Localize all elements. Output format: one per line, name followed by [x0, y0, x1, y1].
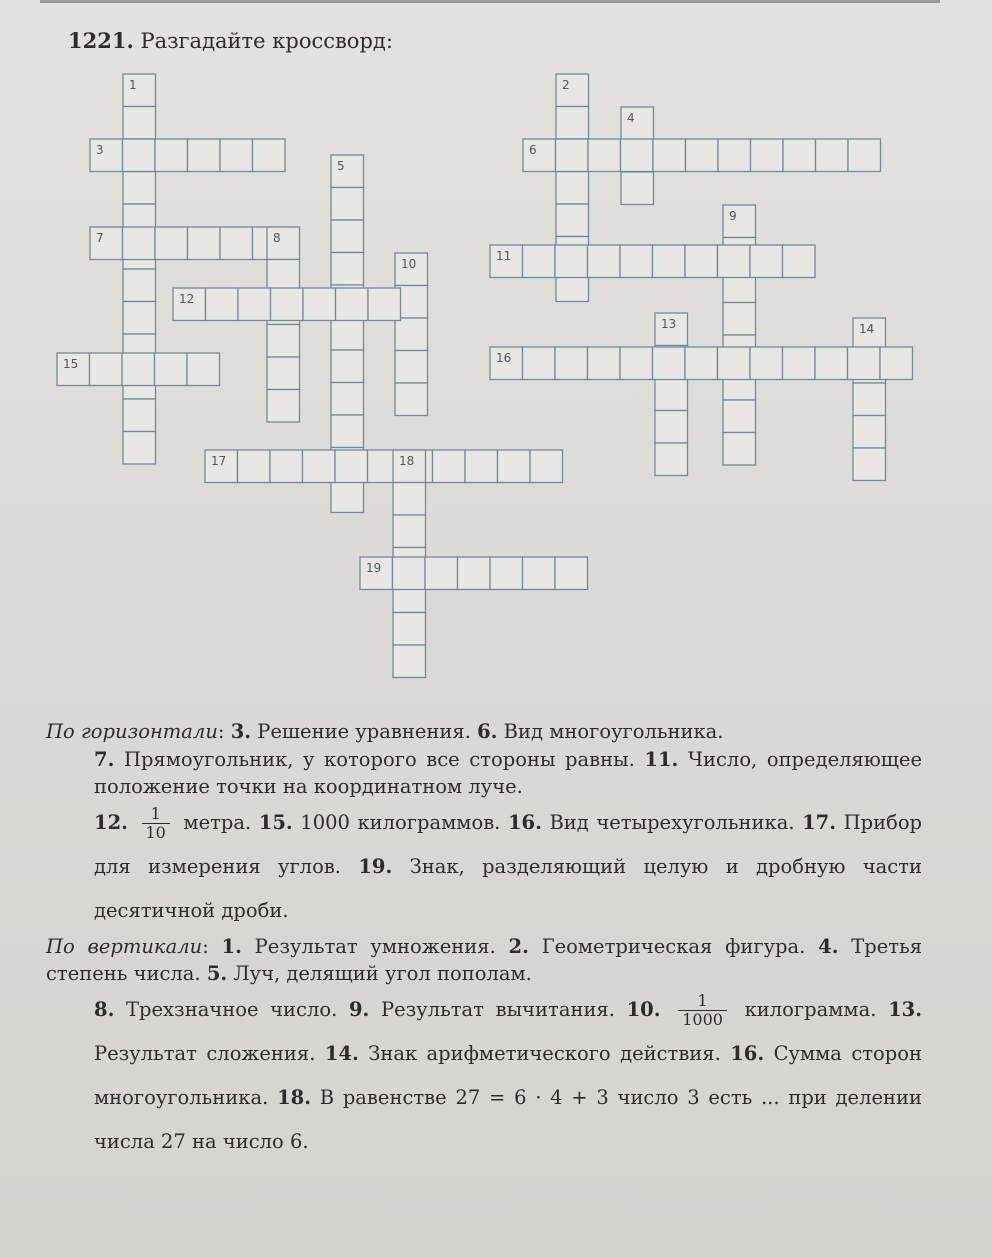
crossword-number-12: 12 [179, 292, 195, 306]
crossword-cell-8-1 [267, 227, 300, 260]
clue-num-v1: 1. [221, 934, 242, 958]
crossword-cell-3-5 [220, 139, 253, 172]
crossword-number-6: 6 [529, 143, 537, 157]
crossword-cell-7-2 [123, 227, 156, 260]
crossword-cell-15-5 [187, 353, 220, 386]
crossword-cell-11-7 [685, 245, 718, 278]
clue-v10: килограмма. [744, 997, 877, 1021]
crossword-cell-16-12 [848, 347, 881, 380]
crossword-cell-9-7 [723, 400, 756, 433]
crossword-cell-3-1 [90, 139, 123, 172]
crossword-cell-17-8 [433, 450, 466, 483]
crossword-cell-11-6 [653, 245, 686, 278]
clue-num-v10: 10. [626, 997, 661, 1021]
crossword-cell-6-5 [653, 139, 686, 172]
crossword-cell-11-8 [718, 245, 751, 278]
crossword-cell-15-4 [155, 353, 188, 386]
clue-h19: Знак, разделяющий целую и дробную части десятичной дроби. [94, 854, 922, 922]
fraction-one-tenth [142, 805, 170, 842]
crossword-cell-19-3 [425, 557, 458, 590]
clue-num-v16: 16. [730, 1041, 765, 1065]
crossword-cell-2-2 [556, 107, 589, 140]
crossword-cell-11-2 [523, 245, 556, 278]
crossword-cell-17-5 [335, 450, 368, 483]
clue-v14: Знак арифметического действия. [368, 1041, 721, 1065]
frac-denominator: 1000 [682, 1009, 723, 1029]
clue-num-h12: 12. [94, 810, 128, 834]
crossword-cell-6-7 [718, 139, 751, 172]
crossword-cell-12-4 [271, 288, 304, 321]
clue-num-h17: 17. [802, 810, 837, 834]
crossword-cell-17-3 [270, 450, 303, 483]
crossword-cell-5-11 [331, 480, 364, 513]
crossword-cell-2-1 [556, 74, 589, 107]
crossword-cell-11-9 [750, 245, 783, 278]
crossword-cell-14-3 [853, 383, 886, 416]
crossword-number-2: 2 [562, 78, 570, 92]
crossword-cell-16-5 [620, 347, 653, 380]
crossword-cell-6-6 [686, 139, 719, 172]
crossword-cell-6-4 [621, 139, 654, 172]
crossword-cell-10-3 [395, 318, 428, 351]
crossword-cell-16-7 [685, 347, 718, 380]
crossword-cell-8-6 [267, 390, 300, 423]
clue-num-h7: 7. [94, 747, 115, 771]
vertical-clues: По вертикали: 1. Результат умножения. 2. Геометрическая фигура. 4. Третья степень числа. 5. Луч, делящий угол пополам. [46, 934, 923, 985]
crossword-cell-19-2 [393, 557, 426, 590]
clue-h16: Вид четырехугольника. [549, 810, 795, 834]
crossword-cell-8-4 [267, 325, 300, 358]
crossword-cell-7-1 [90, 227, 123, 260]
crossword-cell-19-4 [458, 557, 491, 590]
crossword-cell-1-4 [123, 172, 156, 205]
crossword-cell-7-3 [155, 227, 188, 260]
clue-num-v18: 18. [277, 1085, 311, 1109]
clue-h17: Прибор для измерения углов. [94, 810, 923, 878]
crossword-cell-17-2 [238, 450, 271, 483]
frac-numerator: 1 [142, 805, 170, 824]
clue-h3: Решение уравнения. [257, 720, 471, 743]
crossword-cell-2-4 [556, 172, 589, 205]
crossword-number-3: 3 [96, 143, 104, 157]
crossword-number-17: 17 [211, 454, 227, 468]
crossword-cell-1-7 [123, 269, 156, 302]
crossword-cell-5-2 [331, 188, 364, 221]
clue-num-v5: 5. [206, 962, 228, 985]
crossword-cell-12-3 [238, 288, 271, 321]
crossword-cell-14-4 [853, 416, 886, 449]
crossword-cell-17-9 [465, 450, 498, 483]
clue-num-h19: 19. [358, 854, 393, 878]
crossword-cell-13-4 [655, 411, 688, 444]
crossword-cell-6-1 [523, 139, 556, 172]
crossword-cell-14-5 [853, 448, 886, 481]
crossword-cell-17-10 [498, 450, 531, 483]
crossword-cell-13-3 [655, 378, 688, 411]
crossword-number-14: 14 [859, 322, 875, 336]
clue-v16: Сумма сторон многоугольника. [94, 1041, 923, 1109]
clue-num-h3: 3. [230, 720, 252, 743]
crossword-cell-6-8 [751, 139, 784, 172]
vertical-clues-cont [46, 988, 922, 1164]
crossword-cell-13-5 [655, 443, 688, 476]
crossword-cell-9-1 [723, 205, 756, 238]
crossword-cell-12-5 [303, 288, 336, 321]
clue-h12: метра. [183, 810, 252, 834]
crossword-cell-15-2 [90, 353, 123, 386]
clue-num-v9: 9. [348, 997, 370, 1021]
crossword-cell-18-6 [393, 613, 426, 646]
crossword-cell-1-8 [123, 302, 156, 335]
clue-v9: Результат вычитания. [381, 997, 615, 1021]
crossword-cell-5-1 [331, 155, 364, 188]
crossword-cell-18-7 [393, 645, 426, 678]
crossword-cell-10-5 [395, 383, 428, 416]
clue-v8: Трехзначное число. [126, 997, 338, 1021]
crossword-cell-3-6 [253, 139, 286, 172]
crossword-cell-6-2 [556, 139, 589, 172]
crossword-cell-12-2 [206, 288, 239, 321]
crossword-cell-2-5 [556, 204, 589, 237]
crossword-cell-1-1 [123, 74, 156, 107]
crossword-cell-15-3 [122, 353, 155, 386]
horizontal-heading: По горизонтали [46, 720, 218, 743]
clue-num-v8: 8. [94, 997, 115, 1021]
clue-h15: 1000 килограммов. [300, 810, 501, 834]
crossword-cell-6-11 [848, 139, 881, 172]
crossword-cell-1-12 [123, 432, 156, 465]
horizontal-clues-cont [46, 746, 922, 801]
crossword-cell-16-6 [653, 347, 686, 380]
crossword-number-9: 9 [729, 209, 737, 223]
clue-h6: Вид многоугольника. [503, 720, 724, 743]
crossword-cell-6-10 [816, 139, 849, 172]
crossword-number-10: 10 [401, 257, 417, 271]
crossword-cell-5-3 [331, 220, 364, 253]
crossword-cell-10-4 [395, 351, 428, 384]
crossword-cell-19-7 [555, 557, 588, 590]
crossword-cell-16-4 [588, 347, 621, 380]
crossword-cell-18-3 [393, 515, 426, 548]
crossword-number-11: 11 [496, 249, 512, 263]
crossword-number-8: 8 [273, 231, 281, 245]
crossword-cell-11-4 [588, 245, 621, 278]
crossword-cell-7-5 [220, 227, 253, 260]
clue-num-v13: 13. [888, 997, 923, 1021]
crossword-cell-7-4 [188, 227, 221, 260]
crossword-number-15: 15 [63, 357, 79, 371]
frac-denominator: 10 [145, 822, 166, 842]
crossword-number-19: 19 [366, 561, 382, 575]
clue-num-h6: 6. [477, 720, 498, 743]
clue-v18-b: число 3 есть ... при делении числа 27 на число 6. [94, 1085, 922, 1153]
clue-num-h15: 15. [258, 810, 293, 834]
clue-v5: Луч, делящий угол пополам. [233, 962, 532, 985]
crossword-cell-16-8 [718, 347, 751, 380]
crossword-cell-1-11 [123, 399, 156, 432]
clue-v13: Результат сложения. [94, 1041, 316, 1065]
clue-v4: Третья степень числа. [46, 934, 923, 985]
crossword-cell-19-6 [523, 557, 556, 590]
crossword-number-5: 5 [337, 159, 345, 173]
crossword-cell-19-5 [490, 557, 523, 590]
crossword-cell-6-9 [783, 139, 816, 172]
crossword-cell-8-2 [267, 260, 300, 293]
crossword-cell-12-6 [336, 288, 369, 321]
crossword-cell-4-1 [621, 107, 654, 140]
crossword-cell-5-7 [331, 350, 364, 383]
frac-numerator: 1 [678, 992, 727, 1011]
crossword-number-13: 13 [661, 317, 677, 331]
crossword-cell-16-3 [555, 347, 588, 380]
crossword-cell-16-2 [523, 347, 556, 380]
equation: 27 = 6 · 4 + 3 [455, 1085, 609, 1109]
crossword-cell-16-13 [880, 347, 913, 380]
crossword-cell-12-7 [368, 288, 401, 321]
crossword-cell-16-9 [750, 347, 783, 380]
crossword-cell-4-3 [621, 172, 654, 205]
crossword-cell-17-11 [530, 450, 563, 483]
crossword-cell-16-10 [783, 347, 816, 380]
crossword-number-18: 18 [399, 454, 415, 468]
clue-v2: Геометрическая фигура. [541, 934, 806, 958]
clues-block [46, 718, 922, 1164]
clue-h7: Прямоугольник, у которого все стороны равны. [123, 747, 635, 771]
clue-v18-a: В равенстве [319, 1085, 447, 1109]
exercise-number: 1221. [68, 28, 134, 53]
crossword-cell-8-5 [267, 357, 300, 390]
crossword-cell-6-3 [588, 139, 621, 172]
crossword-cell-3-4 [188, 139, 221, 172]
crossword-number-1: 1 [129, 78, 137, 92]
fraction-one-thousandth [678, 992, 727, 1029]
crossword-number-7: 7 [96, 231, 104, 245]
crossword-cell-17-4 [303, 450, 336, 483]
crossword-cell-1-2 [123, 107, 156, 140]
crossword-cell-5-9 [331, 415, 364, 448]
horizontal-clues-cont2 [46, 801, 922, 933]
exercise-instruction: Разгадайте кроссворд: [140, 29, 393, 53]
clue-num-h16: 16. [507, 810, 542, 834]
vertical-heading: По вертикали [46, 934, 203, 958]
crossword-cell-9-8 [723, 433, 756, 466]
horizontal-clues: По горизонтали: 3. Решение уравнения. 6. Вид многоугольника. [46, 720, 724, 743]
clue-v1: Результат умножения. [254, 934, 496, 958]
clue-h11: Число, определяющее положение точки на координатном луче. [94, 747, 923, 798]
crossword-cell-5-6 [331, 318, 364, 351]
crossword-cell-9-4 [723, 303, 756, 336]
clue-num-v4: 4. [818, 934, 839, 958]
crossword-cell-5-4 [331, 253, 364, 286]
crossword-cell-16-11 [815, 347, 848, 380]
crossword-cell-11-10 [783, 245, 816, 278]
crossword-cell-5-8 [331, 383, 364, 416]
crossword-number-16: 16 [496, 351, 512, 365]
crossword-cell-18-2 [393, 483, 426, 516]
clue-num-v14: 14. [324, 1041, 359, 1065]
crossword-cell-11-5 [620, 245, 653, 278]
crossword-number-4: 4 [627, 111, 635, 125]
crossword-cell-3-3 [155, 139, 188, 172]
clue-num-v2: 2. [508, 934, 529, 958]
crossword-cell-11-3 [555, 245, 588, 278]
clue-num-h11: 11. [644, 747, 679, 771]
crossword-cell-3-2 [123, 139, 156, 172]
